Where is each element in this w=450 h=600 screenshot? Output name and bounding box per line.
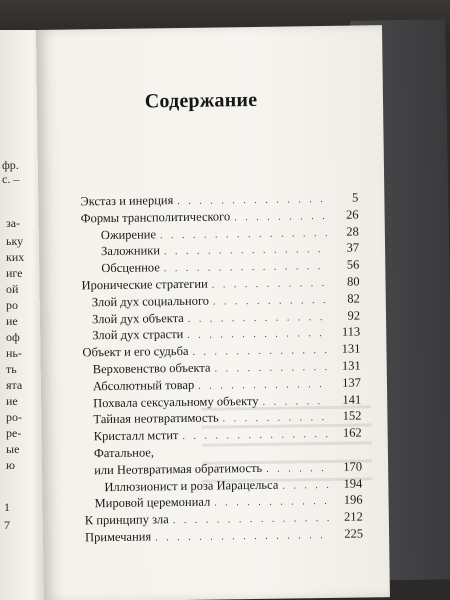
toc-entry	[85, 525, 363, 546]
toc-entry-page: 28	[346, 224, 359, 239]
toc-entry-page: 212	[343, 509, 363, 524]
toc-entry-page: 196	[343, 492, 363, 508]
toc-entry-title: Кристалл мстит	[93, 428, 179, 444]
toc-entry-page: 82	[347, 291, 360, 306]
dot-leader	[213, 293, 328, 311]
toc-entry-title-line1: Фатальное,	[93, 445, 155, 461]
toc-entry-page: 141	[342, 392, 362, 407]
toc-entry	[83, 408, 361, 429]
toc-entry-title: Тайная неотвратимость	[93, 410, 219, 427]
dot-leader	[188, 310, 328, 329]
left-page-text: 7	[4, 518, 10, 532]
toc-entry	[80, 190, 358, 211]
toc-entry-title: Абсолютный товар	[92, 377, 195, 394]
toc-entry-page: 113	[341, 324, 361, 340]
toc-entry-title: Заложники	[101, 243, 161, 259]
toc-entry	[83, 374, 361, 395]
toc-entry-page: 26	[346, 207, 359, 222]
toc-entry	[82, 324, 360, 345]
toc-entry-title: Злой дух объекта	[91, 310, 184, 326]
toc-entry-page: 5	[352, 190, 359, 205]
left-page-text: с. –	[2, 172, 20, 186]
toc-entry-title: Мировой церемониал	[94, 494, 211, 511]
toc-entry-title: Злой дух социального	[91, 293, 210, 310]
toc-entry-page: 131	[341, 358, 361, 373]
toc-entry-page: 80	[346, 274, 360, 289]
dot-leader	[214, 360, 328, 378]
toc-entry	[85, 509, 363, 530]
toc-entry	[85, 492, 363, 513]
left-page-text: ро	[6, 298, 18, 312]
toc-entry-title: Примечания	[84, 529, 152, 545]
left-page-text: ю	[6, 458, 15, 472]
toc-entry-title: Иронические стратегии	[81, 276, 208, 293]
left-page-text: ие	[6, 394, 18, 408]
dot-leader	[282, 477, 330, 494]
dot-leader	[262, 394, 329, 412]
toc-entry	[81, 257, 359, 278]
page-title: Содержание	[144, 88, 258, 113]
table-of-contents	[80, 190, 363, 547]
toc-entry-page: 37	[346, 240, 360, 256]
dot-leader	[155, 528, 331, 547]
toc-entry-title: Объект и его судьба	[82, 344, 189, 360]
toc-entry-page: 92	[347, 308, 361, 323]
left-page-text: иге	[6, 266, 23, 280]
toc-entry-title: Обсценное	[101, 260, 160, 276]
left-page-text: ой	[6, 282, 19, 296]
left-page-text: ких	[6, 250, 25, 264]
dot-leader	[212, 276, 328, 294]
toc-entry	[81, 273, 359, 294]
toc-entry-page: 152	[342, 408, 362, 424]
left-page-text: фр.	[2, 158, 19, 172]
toc-entry-page: 56	[346, 257, 360, 272]
toc-entry	[81, 223, 359, 244]
left-page-text: ре-	[6, 426, 22, 440]
left-page-text: нь-	[6, 346, 22, 360]
toc-entry-title: Верховенство объекта	[92, 360, 211, 377]
left-page-text: ро-	[6, 410, 22, 424]
book-page	[36, 25, 390, 600]
toc-entry-title: Формы трансполитического	[80, 209, 231, 226]
toc-entry-page: 170	[343, 459, 363, 474]
toc-entry-title: Экстаз и инерция	[80, 193, 174, 209]
dot-leader	[192, 343, 328, 362]
toc-entry	[83, 391, 361, 412]
toc-entry	[84, 475, 362, 496]
left-page-text: ьку	[6, 234, 24, 248]
toc-entry-page: 131	[341, 341, 361, 356]
left-page-text: ть	[6, 362, 17, 376]
toc-entry-page: 137	[342, 375, 362, 390]
toc-entry	[81, 240, 359, 261]
toc-entry	[82, 290, 360, 311]
toc-entry-title: или Неотвратимая обратимость	[94, 460, 263, 477]
dot-leader	[234, 209, 327, 227]
left-page-text: ые	[6, 442, 20, 456]
left-page-text: оф	[6, 330, 20, 344]
left-page-text: ие	[6, 314, 18, 328]
toc-entry-title: Похвала сексуальному объекту	[93, 393, 259, 410]
toc-entry-page: 162	[342, 425, 362, 440]
toc-entry	[84, 458, 362, 479]
toc-entry	[83, 357, 361, 378]
toc-entry-title: К принципу зла	[84, 512, 169, 528]
left-page-text: за-	[6, 216, 21, 230]
dot-leader	[223, 410, 330, 428]
dot-leader	[214, 494, 331, 512]
toc-entry	[82, 341, 360, 362]
toc-entry-page: 225	[344, 526, 364, 541]
dot-leader	[182, 427, 329, 446]
toc-entry	[82, 307, 360, 328]
left-page-text: 1	[4, 500, 10, 514]
left-page-text: ята	[6, 378, 23, 392]
toc-entry-page: 194	[343, 476, 363, 491]
toc-entry	[81, 206, 359, 227]
dot-leader	[187, 326, 328, 345]
toc-entry-title: Злой дух страсти	[92, 327, 184, 343]
toc-entry	[84, 425, 362, 446]
toc-entry-title: Иллюзионист и роза Иарацельса	[104, 477, 279, 494]
toc-entry-title: Ожирение	[100, 226, 157, 242]
